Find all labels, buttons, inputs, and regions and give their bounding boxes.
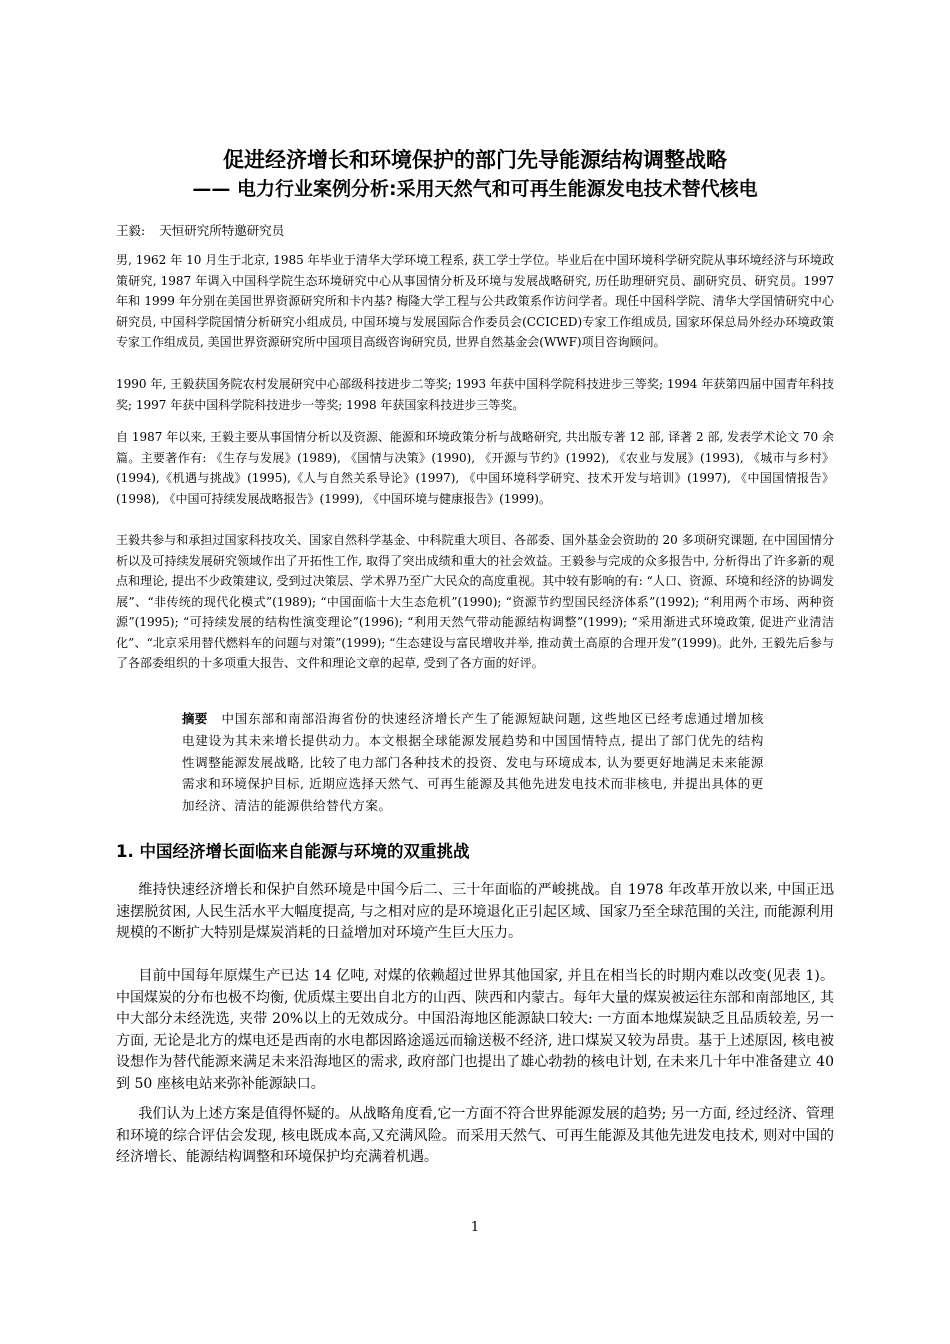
section-heading: 1. 中国经济增长面临来自能源与环境的双重挑战 — [116, 842, 470, 861]
author-line — [116, 222, 284, 240]
abstract-text: 中国东部和南部沿海省份的快速经济增长产生了能源短缺问题, 这些地区已经考虑通过增加核电建设为其未来增长提供动力。本文根据全球能源发展趋势和中国国情特点, 提出了部门优先的结构性调整能源发展战略, 比较了电力部门各种技术的投资、发电与环境成本, 认为要更好地满足未来能源需求和环境保护目标, 近期应选择天然气、可再生能源及其他先进发电技术而非核电, 并提出具体的更加经济、清洁的能源供给替代方案。 — [182, 711, 764, 814]
author-affiliation: 天恒研究所特邀研究员 — [159, 223, 285, 238]
author-name: 王毅: — [116, 223, 146, 238]
bio-paragraph: 王毅共参与和承担过国家科技攻关、国家自然科学基金、中科院重大项目、各部委、国外基金会资助的 20 多项研究课题, 在中国国情分析以及可持续发展研究领域作出了开拓性工作, 取得了突出成绩和重大的社会效益。王毅参与完成的众多报告中, 分析得出了许多新的观点和理论, 提出不少政策建议, 受到过决策层、学术界乃至广大民众的高度重视。其中较有影响的有: “人口、资源、环境和经济的协调发展”、“非传统的现代化模式”(1989); “中国面临十大生态危机”(1990); “资源节约型国民经济体系”(1992); “利用两个市场、两种资源”(1995); “可持续发展的结构性演变理论”(1996); “利用天然气带动能源结构调整”(1999); “采用渐进式环境政策, 促进产业清洁化”、“北京采用替代燃料车的问题与对策”(1999); “生态建设与富民增收并举, 推动黄土高原的合理开发”(1999)。此外, 王毅先后参与了各部委组织的十多项重大报告、文件和理论文章的起草, 受到了各方面的好评。 — [116, 533, 834, 670]
document-title: 促进经济增长和环境保护的部门先导能源结构调整战略 — [223, 148, 727, 172]
bio-paragraph: 男, 1962 年 10 月生于北京, 1985 年毕业于清华大学环境工程系, 获工学士学位。毕业后在中国环境科学研究院从事环境经济与环境政策研究, 1987 年调入中国科学院生态环境研究中心从事国情分析及环境与发展战略研究, 历任助理研究员、副研究员、研究员。1997 年和 1999 年分别在美国世界资源研究所和卡内基? 梅隆大学工程与公共政策系作访问学者。现任中国科学院、清华大学国情研究中心研究员, 中国科学院国情分析研究小组成员, 中国环境与发展国际合作委员会(CCICED)专家工作组成员, 国家环保总局外经办环境政策专家工作组成员, 美国世界资源研究所中国项目高级咨询研究员, 世界自然基金会(WWF)项目咨询顾问。 — [116, 253, 834, 349]
abstract-block — [182, 708, 764, 817]
body-paragraph: 维持快速经济增长和保护自然环境是中国今后二、三十年面临的严峻挑战。自 1978 年改革开放以来, 中国正迅速摆脱贫困, 人民生活水平大幅度提高, 与之相对应的是环境退化正引起区域、国家乃至全球范围的关注, 而能源利用规模的不断扩大特别是煤炭消耗的日益增加对环境产生巨大压力。 — [116, 882, 834, 941]
bio-paragraph: 自 1987 年以来, 王毅主要从事国情分析以及资源、能源和环境政策分析与战略研究, 共出版专著 12 部, 译著 2 部, 发表学术论文 70 余篇。主要著作有: 《生存与发展》(1989), 《国情与决策》(1990), 《开源与节约》(1992), 《农业与发展》(1993), 《城市与乡村》(1994),《机遇与挑战》(1995),《人与自然关系导论》(1997), 《中国环境科学研究、技术开发与培训》(1997), 《中国国情报告》(1998), 《中国可持续发展战略报告》(1999), 《中国环境与健康报告》(1999)。 — [116, 430, 834, 506]
bio-paragraph: 1990 年, 王毅获国务院农村发展研究中心部级科技进步二等奖; 1993 年获中国科学院科技进步三等奖; 1994 年获第四届中国青年科技奖; 1997 年获中国科学院科技进步一等奖; 1998 年获国家科技进步三等奖。 — [116, 377, 834, 412]
abstract-label: 摘要 — [182, 711, 208, 726]
body-paragraph: 目前中国每年原煤生产已达 14 亿吨, 对煤的依赖超过世界其他国家, 并且在相当长的时期内难以改变(见表 1)。中国煤炭的分布也极不均衡, 优质煤主要出自北方的山西、陕西和内蒙古。每年大量的煤炭被运往东部和南部地区, 其中大部分未经洗选, 夹带 20%以上的无效成分。中国沿海地区能源缺口较大: 一方面本地煤炭缺乏且品质较差, 另一方面, 无论是北方的煤电还是西南的水电都因路途遥远而输送极不经济, 进口煤炭又较为昂贵。基于上述原因, 核电被设想作为替代能源来满足未来沿海地区的需求, 政府部门也提出了雄心勃勃的核电计划, 在未来几十年中准备建立 40 到 50 座核电站来弥补能源缺口。 — [116, 968, 834, 1092]
document-subtitle: —— 电力行业案例分析:采用天然气和可再生能源发电技术替代核电 — [192, 178, 758, 200]
body-paragraph: 我们认为上述方案是值得怀疑的。从战略角度看,它一方面不符合世界能源发展的趋势; 另一方面, 经过经济、管理和环境的综合评估会发现, 核电既成本高,又充满风险。而采用天然气、可再生能源及其他先进发电技术, 则对中国的经济增长、能源结构调整和环境保护均充满着机遇。 — [116, 1106, 834, 1165]
page-number: 1 — [470, 1220, 480, 1235]
